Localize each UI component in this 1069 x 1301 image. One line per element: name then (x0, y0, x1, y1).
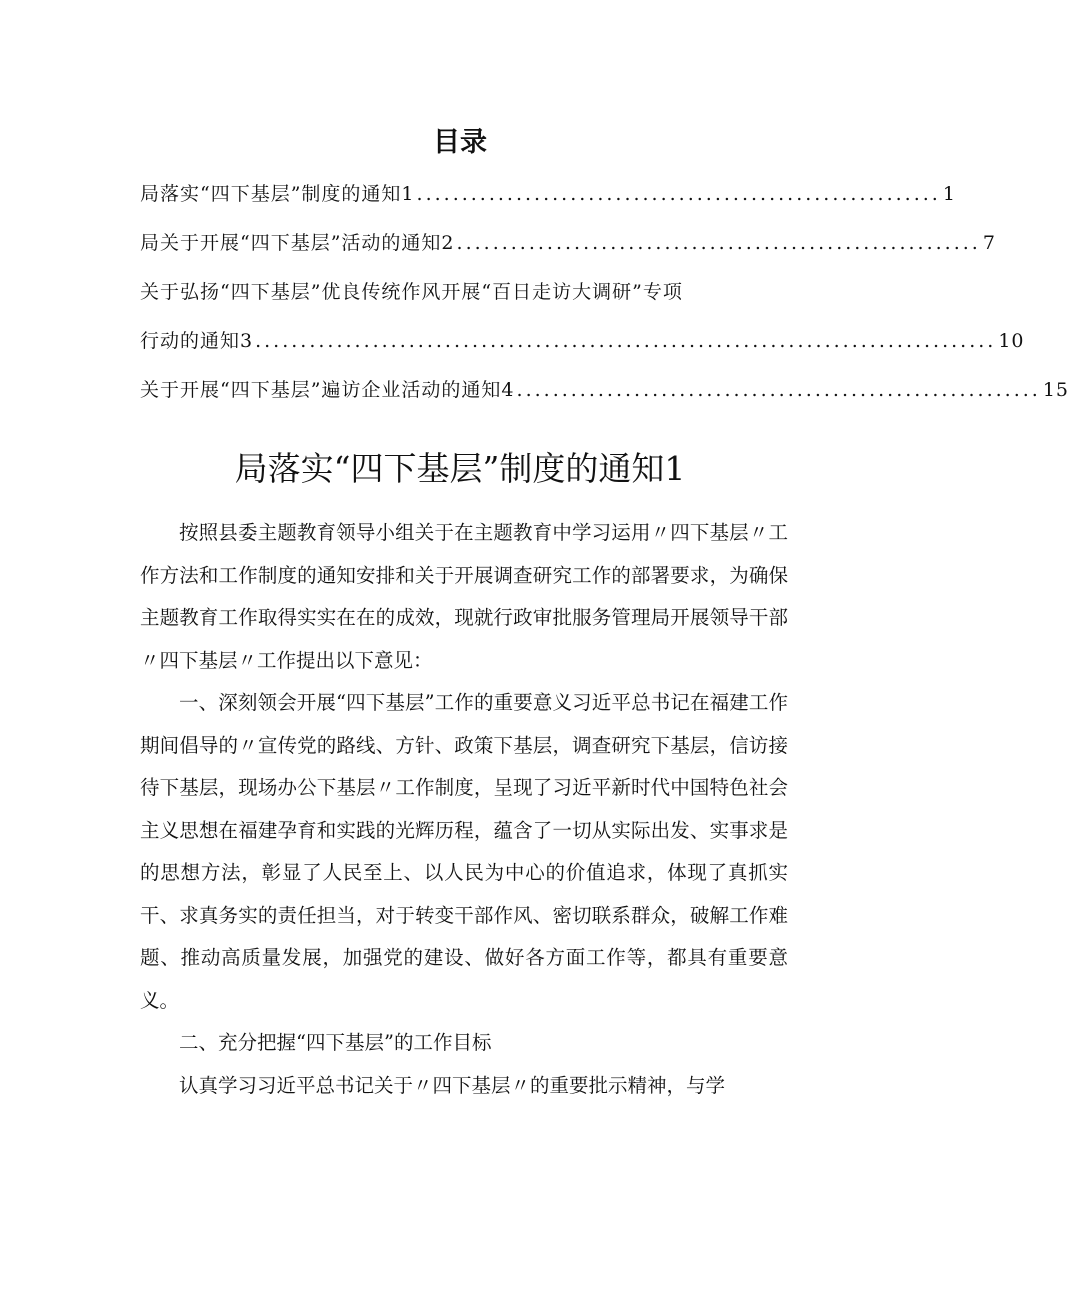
toc-entry[interactable] (140, 373, 1069, 407)
toc-title: 目录 (433, 127, 487, 158)
toc-entry-title: 关于开展“四下基层”遍访企业活动的通知4 (140, 379, 515, 401)
article-heading: 局落实“四下基层”制度的通知1 (234, 449, 686, 488)
toc-page-number: 15 (1042, 379, 1069, 401)
toc-entry-title: 局关于开展“四下基层”活动的通知2 (140, 232, 455, 254)
toc-entry[interactable] (140, 226, 996, 260)
toc-entry[interactable] (140, 177, 956, 211)
article-body (140, 512, 788, 1107)
toc-entry-title: 行动的通知3 (140, 330, 254, 352)
toc-entry-wrapped-line[interactable]: 关于弘扬“四下基层”优良传统作风开展“百日走访大调研”专项 (140, 281, 683, 303)
paragraph: 认真学习习近平总书记关于〃四下基层〃的重要批示精神，与学 (179, 1073, 726, 1097)
section-heading: 二、充分把握“四下基层”的工作目标 (179, 1031, 492, 1054)
toc-leader-dots: .................................................................................. (255, 330, 997, 352)
toc-entry[interactable] (140, 324, 1025, 358)
toc-entry-title: 局落实“四下基层”制度的通知1 (140, 183, 415, 205)
toc-leader-dots: .......................................................... (416, 183, 941, 205)
paragraph: 一、深刻领会开展“四下基层”工作的重要意义习近平总书记在福建工作期间倡导的〃宣传党的路线、方针、政策下基层，调查研究下基层，信访接待下基层，现场办公下基层〃工作制度，呈现了习近平新时代中国特色社会主义思想在福建孕育和实践的光辉历程，蕴含了一切从实际出发、实事求是的思想方法，彰显了人民至上、以人民为中心的价值追求，体现了真抓实干、求真务实的责任担当，对于转变干部作风、密切联系群众，破解工作难题、推动高质量发展，加强党的建设、做好各方面工作等，都具有重要意义。 (140, 691, 788, 1012)
toc-leader-dots: .......................................................... (456, 232, 981, 254)
toc-page-number: 1 (942, 183, 956, 205)
toc-leader-dots: .......................................................... (516, 379, 1041, 401)
toc-page-number: 10 (998, 330, 1025, 352)
paragraph: 按照县委主题教育领导小组关于在主题教育中学习运用〃四下基层〃工作方法和工作制度的通知安排和关于开展调查研究工作的部署要求，为确保主题教育工作取得实实在在的成效，现就行政审批服务管理局开展领导干部〃四下基层〃工作提出以下意见： (140, 521, 788, 672)
toc-page-number: 7 (982, 232, 996, 254)
